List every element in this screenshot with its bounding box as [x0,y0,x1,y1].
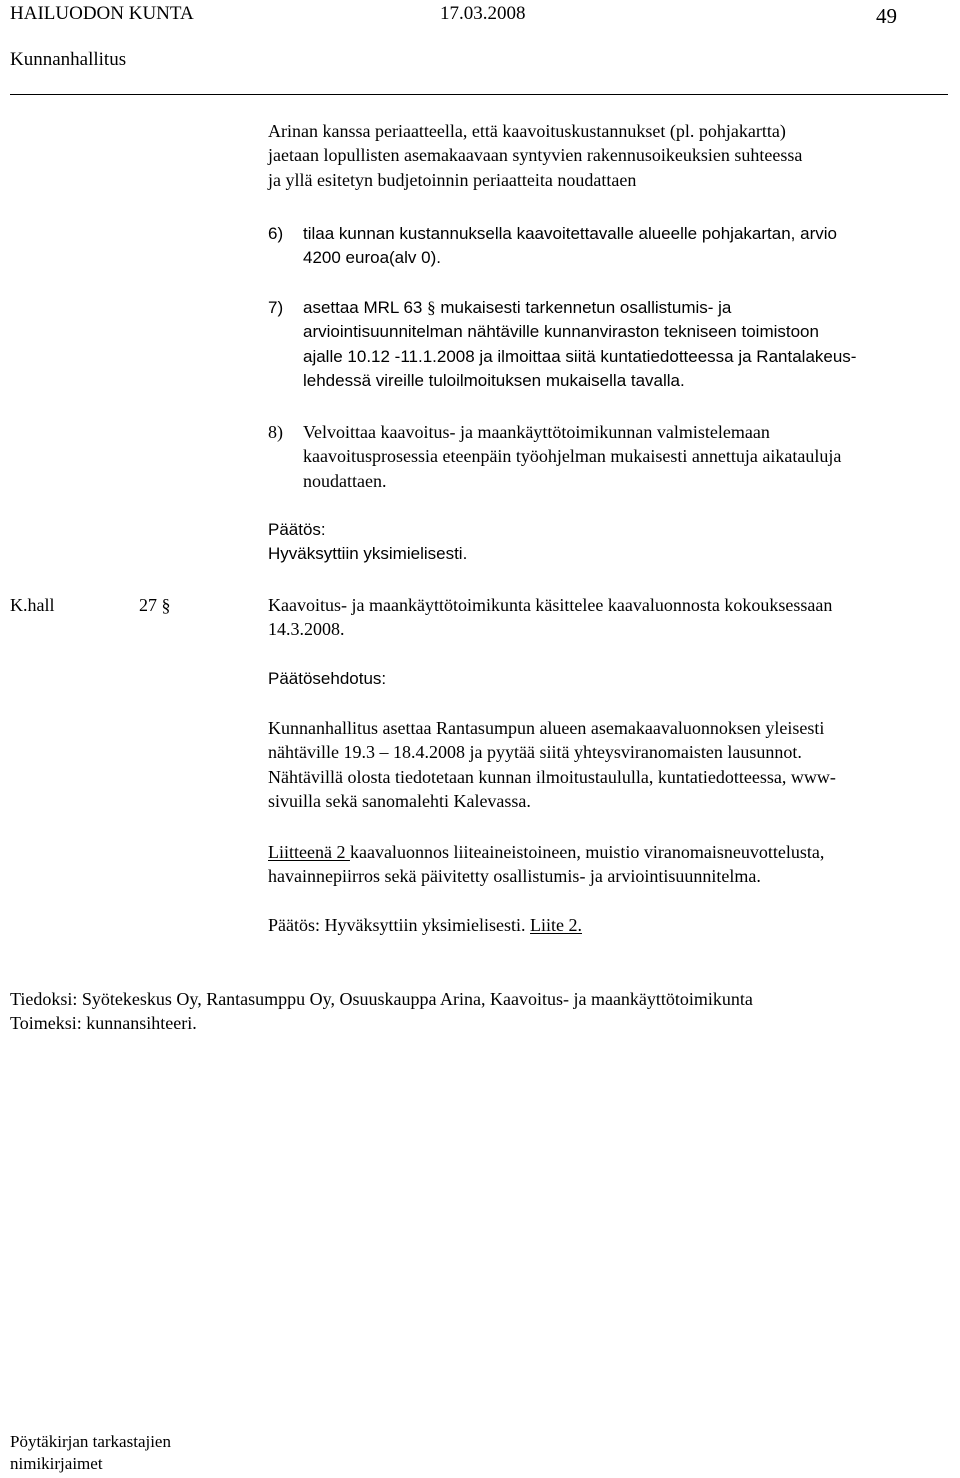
header-date: 17.03.2008 [440,3,526,24]
list-item-line: kaavoitusprosessia eteenpäin työohjelman mukaisesti annettuja aikatauluja [303,446,842,467]
header-body-name: Kunnanhallitus [10,49,127,70]
proposal-label [268,667,958,691]
continuation-line: jaetaan lopullisten asemakaavaan syntyvien rakennusoikeuksien suhteessa [268,145,803,166]
decision2-text: Päätös: Hyväksyttiin yksimielisesti. [268,915,530,935]
proposal-label-text: Päätösehdotus: [268,669,387,688]
section-title-line: Kaavoitus- ja maankäyttötoimikunta käsittelee kaavaluonnosta kokouksessaan [268,595,833,615]
attachment-line: havainnepiirros sekä päivitetty osallistumis- ja arviointisuunnitelma. [268,866,761,887]
list-item-text: mukaisesti tarkennetun osallistumis- ja [440,298,732,317]
header-municipality: HAILUODON KUNTA [10,3,194,24]
decision-block [268,518,958,567]
header-page-number: 49 [876,4,897,28]
page-footer-line: Pöytäkirjan tarkastajien [10,1432,171,1451]
header-rule [10,94,948,95]
attachment-paragraph [268,840,958,889]
list-item-line: Velvoittaa kaavoitus- ja maankäyttötoimikunnan valmistelemaan [303,422,770,442]
section-number [139,593,171,617]
continuation-line: ja yllä esitetyn budjetoinnin periaatteita noudattaen [268,169,637,190]
toimeksi-line: Toimeksi: kunnansihteeri. [10,1013,197,1033]
section-title [268,593,958,642]
decision2-line [268,913,958,937]
list-item-line: lehdessä vireille tuloilmoituksen mukaisella tavalla. [303,370,685,390]
section-prefix: K.hall [10,595,55,615]
section-sign: § [161,595,171,615]
list-item-line: ajalle 10.12 -11.1.2008 ja ilmoittaa siitä kuntatiedotteessa ja Rantalakeus- [303,346,857,366]
attachment-line-first [268,840,958,864]
decision-label: Päätös: [268,520,326,539]
list-item-number: 8) [268,422,283,442]
proposal-line: Nähtävillä olosta tiedotetaan kunnan ilmoitustaululla, kuntatiedotteessa, www- [268,766,836,787]
list-item-number: 6) [268,224,284,243]
attachment-link[interactable]: Liitteenä 2 [268,842,350,862]
list-item-number: 7) [268,298,284,317]
section-number-value: 27 [139,595,157,615]
proposal-paragraph [268,716,958,813]
section-sign: § [427,298,436,317]
decision2-block [268,913,958,937]
page-footer-line: nimikirjaimet [10,1454,103,1473]
list-item-line-first [303,296,856,320]
proposal-line: sivuilla sekä sanomalehti Kalevassa. [268,790,531,811]
proposal-line: Kunnanhallitus asettaa Rantasumpun alueen asemakaavaluonnoksen yleisesti [268,718,825,738]
continuation-paragraph [268,119,958,192]
list-item-line: arviointisuunnitelman nähtäville kunnanviraston tekniseen toimistoon [303,322,819,342]
decision-text: Hyväksyttiin yksimielisesti. [268,544,468,564]
tiedoksi-line: Tiedoksi: Syötekeskus Oy, Rantasumppu Oy, Osuuskauppa Arina, Kaavoitus- ja maankäyttötoimikunta [10,989,753,1009]
list-item-line: 4200 euroa(alv 0). [303,248,441,268]
attachment-text: kaavaluonnos liiteaineistoineen, muistio viranomaisneuvottelusta, [349,842,825,862]
page-footer [10,1431,171,1475]
attachment-2-link[interactable]: Liite 2. [530,915,582,935]
proposal-line: nähtäville 19.3 – 18.4.2008 ja pyytää siitä yhteysviranomaisten lausunnot. [268,742,802,763]
list-item-line: noudattaen. [303,470,387,491]
list-item-line: tilaa kunnan kustannuksella kaavoitettavalle alueelle pohjakartan, arvio [303,224,837,243]
list-item-text: asettaa MRL 63 [303,298,423,317]
section-title-line: 14.3.2008. [268,619,345,640]
continuation-line: Arinan kanssa periaatteella, että kaavoituskustannukset (pl. pohjakartta) [268,121,786,141]
